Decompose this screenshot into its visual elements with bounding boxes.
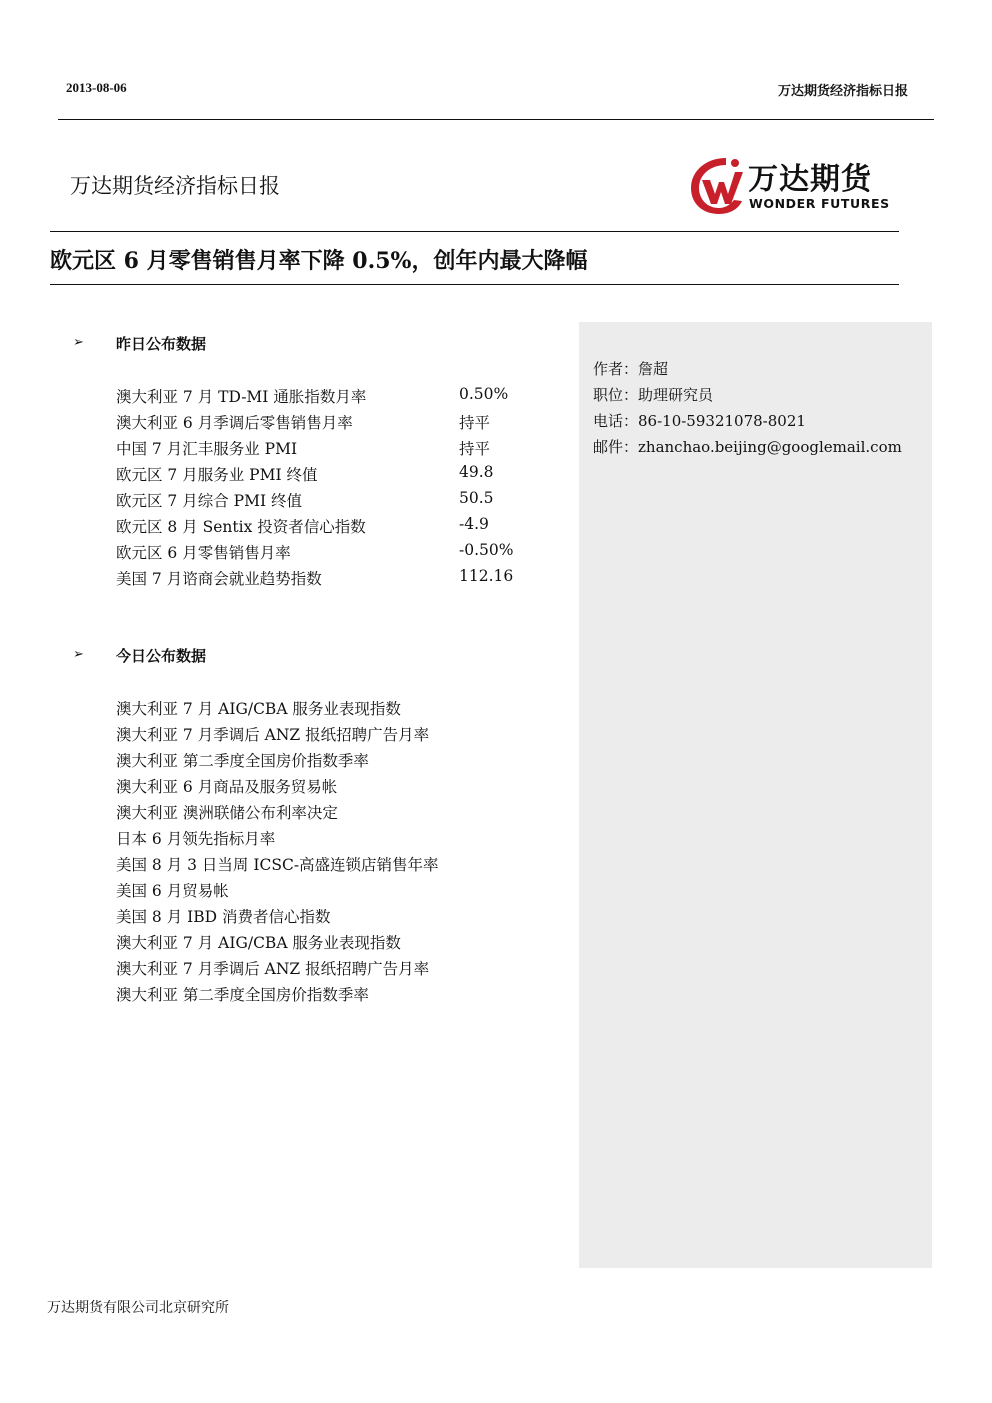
today-item: 澳大利亚 6 月商品及服务贸易帐 [116,778,338,796]
header-date: 2013-08-06 [66,80,127,95]
header-report-name: 万达期货经济指标日报 [777,84,908,99]
headline: 欧元区 6 月零售销售月率下降 0.5%，创年内最大降幅 [50,248,588,274]
today-heading: 今日公布数据 [116,647,207,665]
today-item: 日本 6 月领先指标月率 [116,830,276,848]
yesterday-item-label: 中国 7 月汇丰服务业 PMI [116,440,298,458]
today-item: 澳大利亚 7 月 AIG/CBA 服务业表现指数 [116,700,401,718]
yesterday-item-value: 112.16 [459,567,514,585]
yesterday-item-value: -0.50% [459,541,514,559]
logo-mark-icon [688,154,744,216]
yesterday-item-label: 澳大利亚 6 月季调后零售销售月率 [116,414,353,432]
yesterday-item-value: 持平 [459,414,491,432]
author-phone: 电话：86-10-59321078-8021 [593,412,806,430]
yesterday-item-value: 持平 [459,440,491,458]
yesterday-item-label: 欧元区 7 月综合 PMI 终值 [116,492,302,510]
today-item: 澳大利亚 第二季度全国房价指数季率 [116,986,369,1004]
title-rule-top [50,231,899,232]
yesterday-item-value: -4.9 [459,515,489,533]
footer-institution: 万达期货有限公司北京研究所 [47,1300,229,1316]
document-title: 万达期货经济指标日报 [70,174,280,198]
today-item: 美国 8 月 3 日当周 ICSC-高盛连锁店销售年率 [116,856,439,874]
logo-english-name: WONDER FUTURES [749,196,890,211]
title-rule-bottom [50,284,899,285]
author-email: 邮件：zhanchao.beijing@googlemail.com [593,438,902,456]
today-item: 澳大利亚 第二季度全国房价指数季率 [116,752,369,770]
company-logo [688,152,898,218]
today-item: 澳大利亚 7 月 AIG/CBA 服务业表现指数 [116,934,401,952]
yesterday-item-label: 欧元区 7 月服务业 PMI 终值 [116,466,318,484]
yesterday-item-label: 澳大利亚 7 月 TD-MI 通胀指数月率 [116,388,367,406]
yesterday-item-value: 49.8 [459,463,494,481]
author-position: 职位：助理研究员 [593,386,714,404]
today-item: 澳大利亚 7 月季调后 ANZ 报纸招聘广告月率 [116,960,430,978]
yesterday-item-label: 欧元区 8 月 Sentix 投资者信心指数 [116,518,366,536]
yesterday-item-value: 0.50% [459,385,509,403]
author-sidebar [579,322,932,1268]
today-item: 美国 6 月贸易帐 [116,882,229,900]
yesterday-heading: 昨日公布数据 [116,335,207,353]
author-name: 作者：詹超 [593,360,669,378]
yesterday-item-label: 美国 7 月谘商会就业趋势指数 [116,570,322,588]
today-item: 澳大利亚 澳洲联储公布利率决定 [116,804,338,822]
today-bullet-icon: ➢ [73,647,84,662]
logo-chinese-name: 万达期货 [748,162,872,197]
yesterday-item-value: 50.5 [459,489,494,507]
today-item: 美国 8 月 IBD 消费者信心指数 [116,908,331,926]
yesterday-bullet-icon: ➢ [73,335,84,350]
header-rule [58,119,934,120]
today-item: 澳大利亚 7 月季调后 ANZ 报纸招聘广告月率 [116,726,430,744]
yesterday-item-label: 欧元区 6 月零售销售月率 [116,544,291,562]
